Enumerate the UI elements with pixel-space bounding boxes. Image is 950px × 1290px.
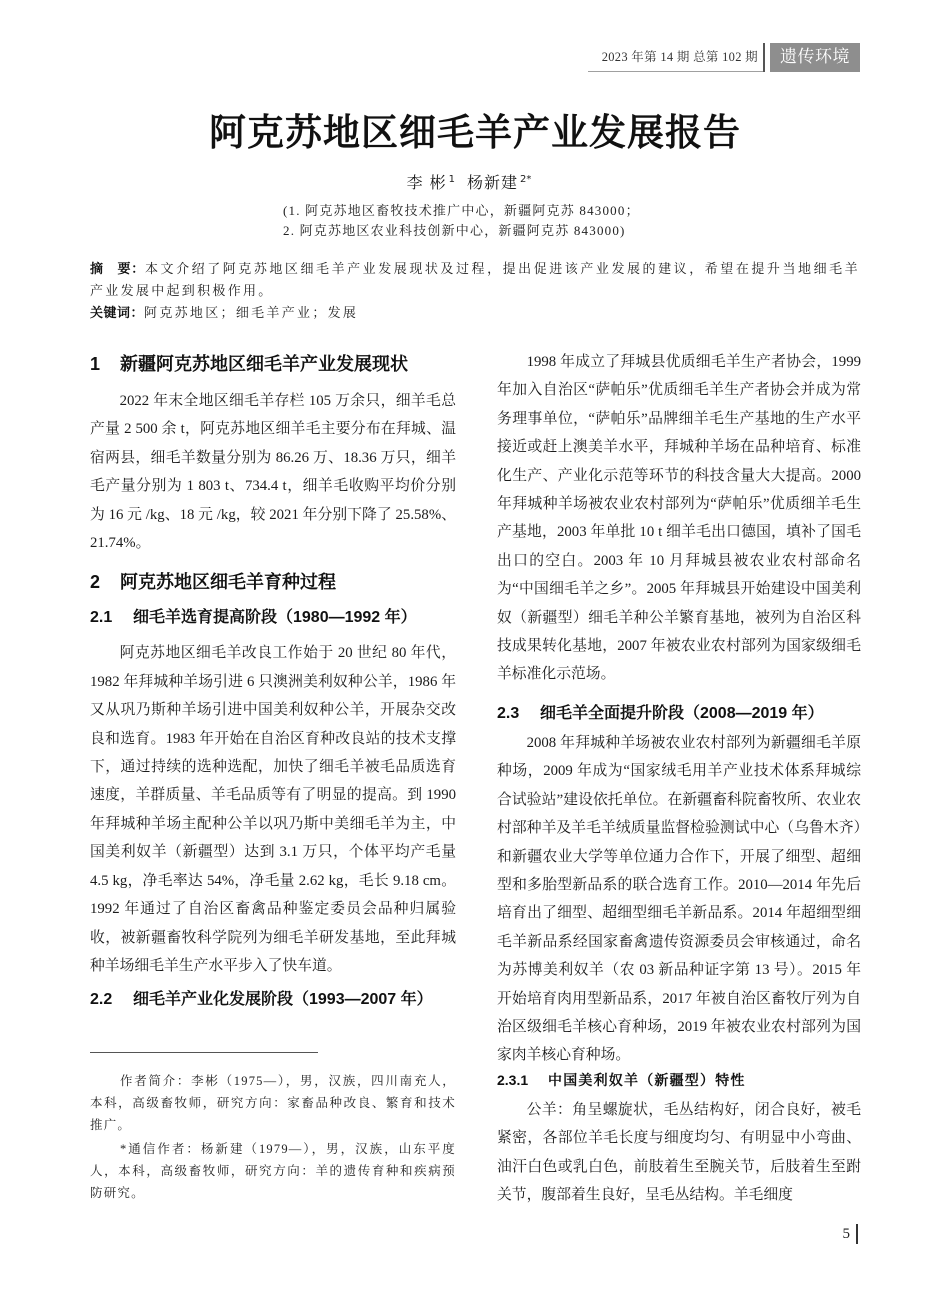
section-1-number: 1 (90, 354, 101, 374)
footnote-author-info: 作者简介：李彬（1975—），男，汉族，四川南充人，本科，高级畜牧师，研究方向：家畜品种改良、繁育和技术推广。 (90, 1074, 456, 1132)
section-1-title: 新疆阿克苏地区细毛羊产业发展现状 (120, 354, 408, 374)
section-2-3-1-number: 2.3.1 (497, 1071, 529, 1088)
keywords-text: 阿克苏地区；细毛羊产业；发展 (144, 305, 359, 320)
section-2-3-paragraph: 2008 年拜城种羊场被农业农村部列为新疆细毛羊原种场，2009 年成为“国家绒毛用羊产业技术体系拜城综合试验站”建设依托单位。在新疆畜科院畜牧所、农业农村部种羊及羊毛羊绒质量监督检验测试中心（乌鲁木齐）和新疆农业大学等单位通力合作下，开展了细型、超细型和多胎型新品系的联合选育工作。2010—2014 年先后培育出了细型、超细型细毛羊新品系。2014 年超细型细毛羊新品系经国家畜禽遗传资源委员会审核通过，命名为苏博美利奴羊（农 03 新品种证字第 13 号）。2015 年开始培育肉用型新品系，2017 年被自治区畜牧厅列为自治区级细毛羊核心育种场，2019 年被农业农村部列为国家肉羊核心育种场。 (497, 734, 861, 1064)
abstract-text: 本文介绍了阿克苏地区细毛羊产业发展现状及过程，提出促进该产业发展的建议，希望在提升当地细毛羊产业发展中起到积极作用。 (90, 261, 860, 298)
footnote-rule (90, 1052, 318, 1053)
header-rule (588, 71, 764, 72)
section-1-heading (90, 350, 456, 378)
section-2-1-title: 细毛羊选育提高阶段（1980—1992 年） (133, 609, 417, 627)
paper-title: 阿克苏地区细毛羊产业发展报告 (209, 111, 741, 154)
footnote-corresponding-author: *通信作者：杨新建（1979—），男，汉族，山东平度人，本科，高级畜牧师，研究方向：羊的遗传育种和疾病预防研究。 (90, 1142, 456, 1200)
section-2-2-heading (90, 986, 456, 1014)
author-1-name: 李 彬 (406, 173, 447, 192)
section-1-paragraph: 2022 年末全地区细毛羊存栏 105 万余只，细羊毛总产量 2 500 余 t，阿克苏地区细羊毛主要分布在拜城、温宿两县，细毛羊数量分别为 86.26 万、18.36 万只，细羊毛产量分别为 1 803 t、734.4 t，细羊毛收购平均价分别为 16 元 /kg、18 元 /kg，较 2021 年分别下降了 25.58%、21.74%。 (90, 393, 456, 552)
keywords (90, 302, 860, 324)
section-2-1-number: 2.1 (90, 609, 113, 627)
section-2-2-paragraph: 1998 年成立了拜城县优质细毛羊生产者协会，1999 年加入自治区“萨帕乐”优质细毛羊生产者协会并成为常务理事单位，“萨帕乐”品牌细羊毛生产基地的生产水平接近或赶上澳美羊水平，拜城种羊场在品种培育、标准化生产、产业化示范等环节的科技含量大大提高。2000 年拜城种羊场被农业农村部列为“萨帕乐”优质细羊毛生产基地，2003 年单批 10 t 细羊毛出口德国，填补了国毛出口的空白。2003 年 10 月拜城县被农业农村部命名为“中国细毛羊之乡”。2005 年拜城县开始建设中国美利奴（新疆型）细毛羊种公羊繁育基地，被列为自治区科技成果转化基地，2007 年被农业农村部列为国家级细毛羊标准化示范场。 (497, 354, 861, 683)
footnotes (90, 1070, 456, 1204)
left-column (90, 350, 456, 1014)
journal-column-tag: 遗传环境 (770, 43, 860, 72)
author-2 (467, 173, 531, 192)
abstract (90, 258, 860, 301)
author-2-name: 杨新建 (467, 173, 519, 192)
section-2-number: 2 (90, 572, 101, 593)
author-2-affiliation-mark: 2* (520, 174, 532, 185)
section-2-3-1-heading (497, 1068, 861, 1094)
section-2-2-number: 2.2 (90, 991, 113, 1009)
section-2-3-number: 2.3 (497, 704, 520, 722)
affiliation-1: (1. 阿克苏地区畜牧技术推广中心，新疆阿克苏 843000； (283, 203, 640, 218)
right-column (497, 348, 861, 1209)
journal-issue-info: 2023 年第 14 期 总第 102 期 (601, 50, 758, 64)
page-number-bar (856, 1224, 858, 1244)
section-2-3-heading (497, 700, 861, 728)
section-2-3-title: 细毛羊全面提升阶段（2008—2019 年） (540, 704, 824, 722)
section-2-1-heading (90, 604, 456, 632)
author-1-affiliation-mark: 1 (448, 174, 456, 185)
section-2-heading (90, 568, 456, 596)
keywords-label: 关键词： (90, 306, 145, 321)
section-2-title: 阿克苏地区细毛羊育种过程 (120, 572, 336, 593)
page-number: 5 (842, 1226, 850, 1242)
section-2-2-title: 细毛羊产业化发展阶段（1993—2007 年） (133, 991, 433, 1009)
affiliation-2: 2. 阿克苏地区农业科技创新中心，新疆阿克苏 843000) (283, 223, 626, 238)
section-2-3-1-title: 中国美利奴羊（新疆型）特性 (548, 1073, 746, 1089)
header-separator (763, 43, 765, 72)
author-line (0, 172, 938, 194)
affiliations (283, 201, 723, 241)
abstract-label: 摘 要： (90, 262, 145, 277)
author-1 (407, 173, 455, 192)
section-2-1-paragraph: 阿克苏地区细毛羊改良工作始于 20 世纪 80 年代，1982 年拜城种羊场引进 6 只澳洲美利奴种公羊，1986 年又从巩乃斯种羊场引进中国美利奴种公羊，开展杂交改良和选育。1983 年开始在自治区育种改良站的技术支撑下，通过持续的选种选配，加快了细毛羊被毛品质选育速度，羊群质量、羊毛品质等有了明显的提高。到 1990 年拜城种羊场主配种公羊以巩乃斯中美细毛羊为主，中国美利奴羊（新疆型）达到 3.1 万只，个体平均产毛量 4.5 kg，净毛率达 54%，净毛量 2.62 kg，毛长 9.18 cm。1992 年通过了自治区畜禽品种鉴定委员会品种归属验收，被新疆畜牧科学院列为细毛羊研发基地，至此拜城种羊场细毛羊生产水平步入了快车道。 (90, 645, 456, 974)
section-2-3-1-paragraph: 公羊：角呈螺旋状，毛丛结构好，闭合良好，被毛紧密，各部位羊毛长度与细度均匀、有明显中小弯曲、油汗白色或乳白色，前肢着生至腕关节，后肢着生至跗关节，腹部着生良好，呈毛丛结构。羊毛细度 (497, 1101, 861, 1203)
